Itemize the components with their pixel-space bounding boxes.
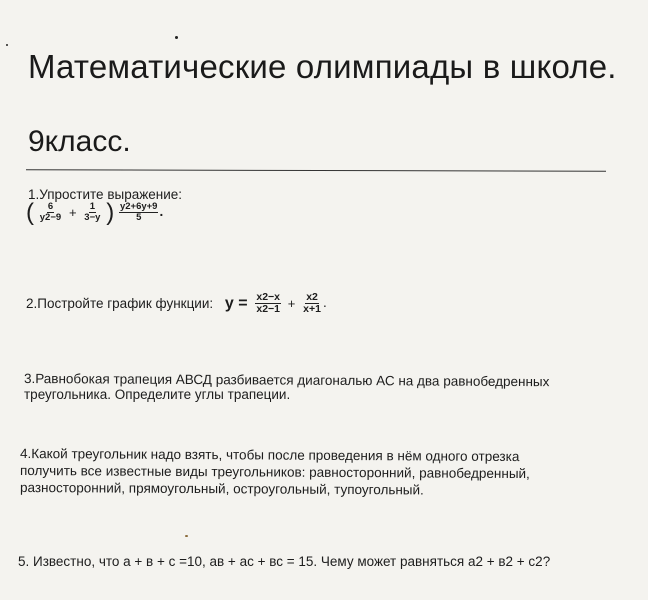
scan-speck: [185, 535, 188, 537]
problem-4-line-2: получить все известные виды треугольников: равносторонний, равнобедренный,: [19, 463, 530, 482]
fraction-denominator: 5: [136, 212, 142, 223]
problem-2-line: [26, 292, 327, 315]
problem-1-expression: [26, 199, 164, 226]
fraction-numerator: x2−x: [256, 291, 281, 303]
problem-4-line-3: разносторонний, прямоугольный, остроугольный, тупоугольный.: [19, 480, 424, 498]
fraction-numerator: 6: [47, 201, 54, 212]
problem-5-text: 5. Известно, что а + в + с =10, ав + ас + вс = 15. Чему может равняться а2 + в2 + с2?: [18, 554, 551, 569]
page-title: Математические олимпиады в школе.: [28, 48, 617, 85]
fraction-numerator: x2: [306, 291, 318, 303]
fraction-denominator: y2−9: [39, 212, 62, 223]
fraction-numerator: y2+6y+9: [119, 201, 158, 212]
problem-1-text: 1.Упростите выражение:: [28, 187, 183, 202]
fraction-6-over-y2-9: [39, 202, 62, 223]
function-y-equals: y =: [224, 295, 248, 312]
scan-speck: [175, 36, 178, 39]
fraction-denominator: x2−1: [256, 303, 281, 315]
fraction-denominator: 3−y: [84, 212, 101, 223]
problem-3-line-1: 3.Равнобокая трапеция АВСД разбивается диагональю АС на два равнобедренных: [23, 371, 550, 390]
divider-line: [26, 169, 606, 172]
fraction-x2-over-x-plus-1: [302, 292, 322, 315]
problem-3-line-2: треугольника. Определите углы трапеции.: [24, 387, 291, 402]
period: .: [159, 204, 164, 220]
fraction-1-over-3-y: [83, 202, 101, 223]
scan-speck: [6, 44, 8, 46]
grade-heading: 9класс.: [28, 125, 131, 158]
plus-sign: +: [68, 205, 77, 220]
fraction-square-over-5: [119, 202, 159, 223]
period: .: [322, 295, 327, 311]
problem-4-line-1: 4.Какой треугольник надо взять, чтобы после проведения в нём одного отрезка: [19, 446, 520, 465]
problem-2-text: 2.Постройте график функции:: [26, 296, 214, 311]
fraction-x2-x-over-x2-1: [255, 292, 281, 315]
left-paren: (: [26, 199, 34, 226]
plus-sign: +: [287, 296, 296, 311]
fraction-numerator: 1: [89, 201, 95, 212]
fraction-denominator: x+1: [303, 303, 321, 315]
right-paren: ): [106, 199, 115, 226]
